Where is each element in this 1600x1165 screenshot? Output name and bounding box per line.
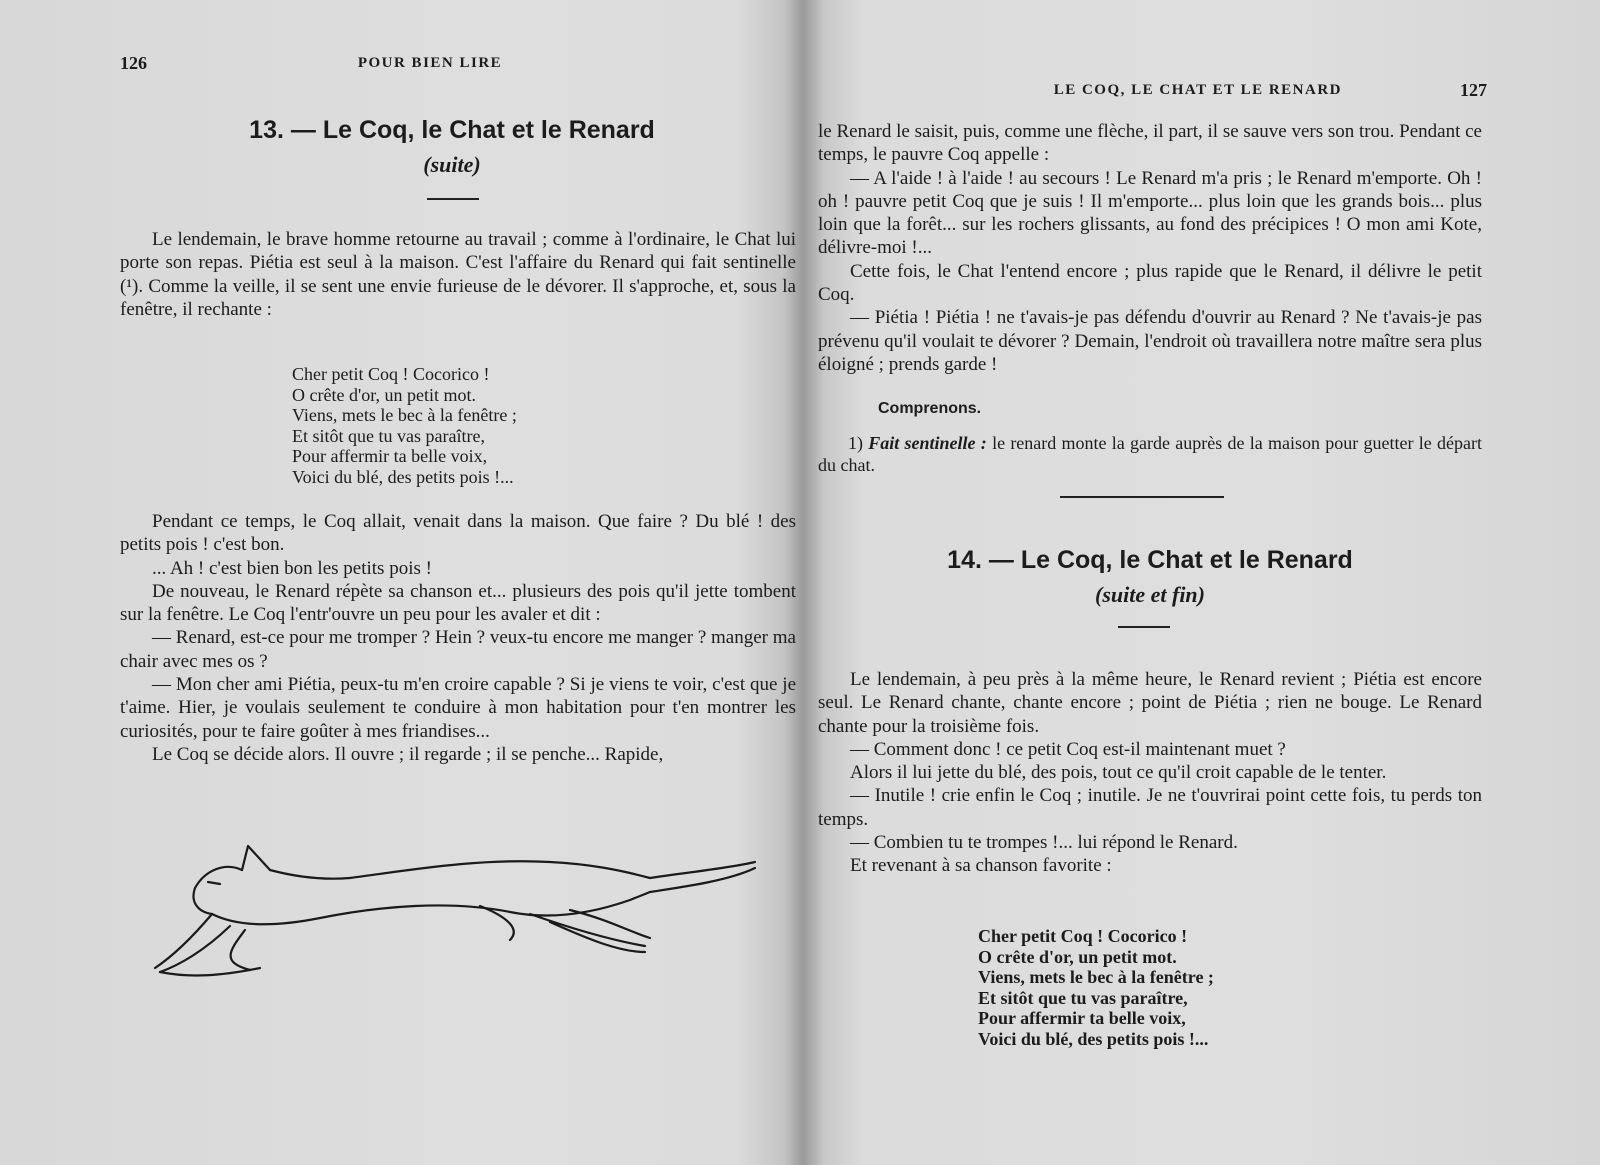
note-term: Fait sentinelle : (868, 433, 987, 453)
running-head: LE COQ, LE CHAT ET LE RENARD (1053, 82, 1342, 98)
page-number: 127 (1460, 80, 1487, 100)
title-rule (1118, 626, 1170, 628)
paragraph: — Mon cher ami Piétia, peux-tu m'en croire capable ? Si je viens te voir, c'est que je t'aime. Hier, je voulais seulement te conduire à mon habitation pour t'en montrer les curiosités, pour te faire goûter à mes friandises... (120, 674, 796, 742)
verse-line: Voici du blé, des petits pois !... (292, 466, 514, 487)
verse-line: Pour affermir ta belle voix, (292, 446, 488, 466)
note-definition: le renard monte la garde auprès de la maison pour guetter le départ du chat. (818, 433, 1483, 475)
paragraph: — A l'aide ! à l'aide ! au secours ! Le Renard m'a pris ; le Renard m'emporte. Oh ! oh ! pauvre petit Coq que je suis ! Il m'emporte... plus loin que les grands bois... plus loin que la forêt... sur les rochers glissants, au fond des précipices ! O mon ami Kote, délivre-moi !... (818, 167, 1482, 259)
note-number: 1) (848, 433, 863, 453)
section-divider (1060, 496, 1224, 498)
verse-line: Pour affermir ta belle voix, (978, 1008, 1186, 1028)
paragraph: Le Coq se décide alors. Il ouvre ; il regarde ; il se penche... Rapide, (152, 743, 664, 765)
song-verse (978, 926, 1214, 1049)
verse-line: Cher petit Coq ! Cocorico ! (292, 364, 490, 384)
running-head: POUR BIEN LIRE (357, 55, 503, 71)
chapter-title: 13. — Le Coq, le Chat et le Renard (249, 116, 655, 144)
body-text-continued (818, 120, 1482, 376)
right-page (812, 0, 1600, 1165)
verse-line: O crête d'or, un petit mot. (292, 384, 476, 405)
verse-line: Viens, mets le bec à la fenêtre ; (292, 405, 517, 425)
chapter-title: 14. — Le Coq, le Chat et le Renard (947, 546, 1353, 574)
paragraph: — Renard, est-ce pour me tromper ? Hein ? veux-tu encore me manger ? manger ma chair avec mes os ? (120, 627, 796, 672)
paragraph: De nouveau, le Renard répète sa chanson et... plusieurs des pois qu'il jette tombent sur la fenêtre. Le Coq l'entr'ouvre un peu pour les avaler et dit : (120, 580, 796, 626)
verse-line: Voici du blé, des petits pois !... (978, 1028, 1209, 1049)
paragraph: — Comment donc ! ce petit Coq est-il maintenant muet ? (850, 738, 1286, 760)
paragraph: ... Ah ! c'est bien bon les petits pois ! (152, 557, 432, 579)
verse-line: O crête d'or, un petit mot. (978, 946, 1177, 967)
body-text-main (818, 668, 1482, 878)
comprehension-heading: Comprenons. (878, 400, 982, 417)
paragraph: le Renard le saisit, puis, comme une flèche, il part, il se sauve vers son trou. Pendant ce temps, le pauvre Coq appelle : (818, 121, 1482, 166)
paragraph: — Combien tu te trompes !... lui répond le Renard. (850, 832, 1238, 854)
body-text-intro (120, 228, 796, 321)
verse-line: Viens, mets le bec à la fenêtre ; (978, 967, 1214, 987)
paragraph: — Inutile ! crie enfin le Coq ; inutile. Je ne t'ouvrirai point cette fois, tu perds ton temps. (818, 785, 1482, 830)
title-rule (427, 198, 479, 200)
body-text-main (120, 510, 796, 766)
paragraph: Alors il lui jette du blé, des pois, tout ce qu'il croit capable de le tenter. (850, 762, 1387, 784)
paragraph: Et revenant à sa chanson favorite : (850, 855, 1112, 877)
chapter-subtitle: (suite et fin) (1095, 582, 1205, 607)
verse-line: Cher petit Coq ! Cocorico ! (978, 926, 1188, 946)
comprehension-note (818, 432, 1482, 476)
verse-line: Et sitôt que tu vas paraître, (978, 987, 1188, 1008)
running-cat-illustration (150, 840, 770, 1020)
paragraph: Cette fois, le Chat l'entend encore ; plus rapide que le Renard, il délivre le petit Coq. (818, 260, 1482, 306)
paragraph: Pendant ce temps, le Coq allait, venait dans la maison. Que faire ? Du blé ! des petits pois ! c'est bon. (120, 511, 796, 556)
paragraph: Le lendemain, à peu près à la même heure, le Renard revient ; Piétia est encore seul. Le Renard chante, chante encore ; point de Piétia ; rien ne bouge. Le Renard chante pour la troisième fois. (818, 669, 1482, 737)
page-number: 126 (120, 53, 147, 73)
song-verse (292, 364, 517, 487)
paragraph: — Piétia ! Piétia ! ne t'avais-je pas défendu d'ouvrir au Renard ? Ne t'avais-je pas prévenu qu'il voulait te dévorer ? Demain, l'endroit où travaillera notre maître sera plus éloigné ; prends garde ! (818, 307, 1482, 375)
chapter-subtitle: (suite) (423, 152, 481, 177)
paragraph: Le lendemain, le brave homme retourne au travail ; comme à l'ordinaire, le Chat lui porte son repas. Piétia est seul à la maison. C'est l'affaire du Renard qui fait sentinelle (¹). Comme la veille, il se sent une envie furieuse de le dévorer. Il s'approche, et, sous la fenêtre, il rechante : (120, 229, 796, 320)
verse-line: Et sitôt que tu vas paraître, (292, 425, 485, 446)
